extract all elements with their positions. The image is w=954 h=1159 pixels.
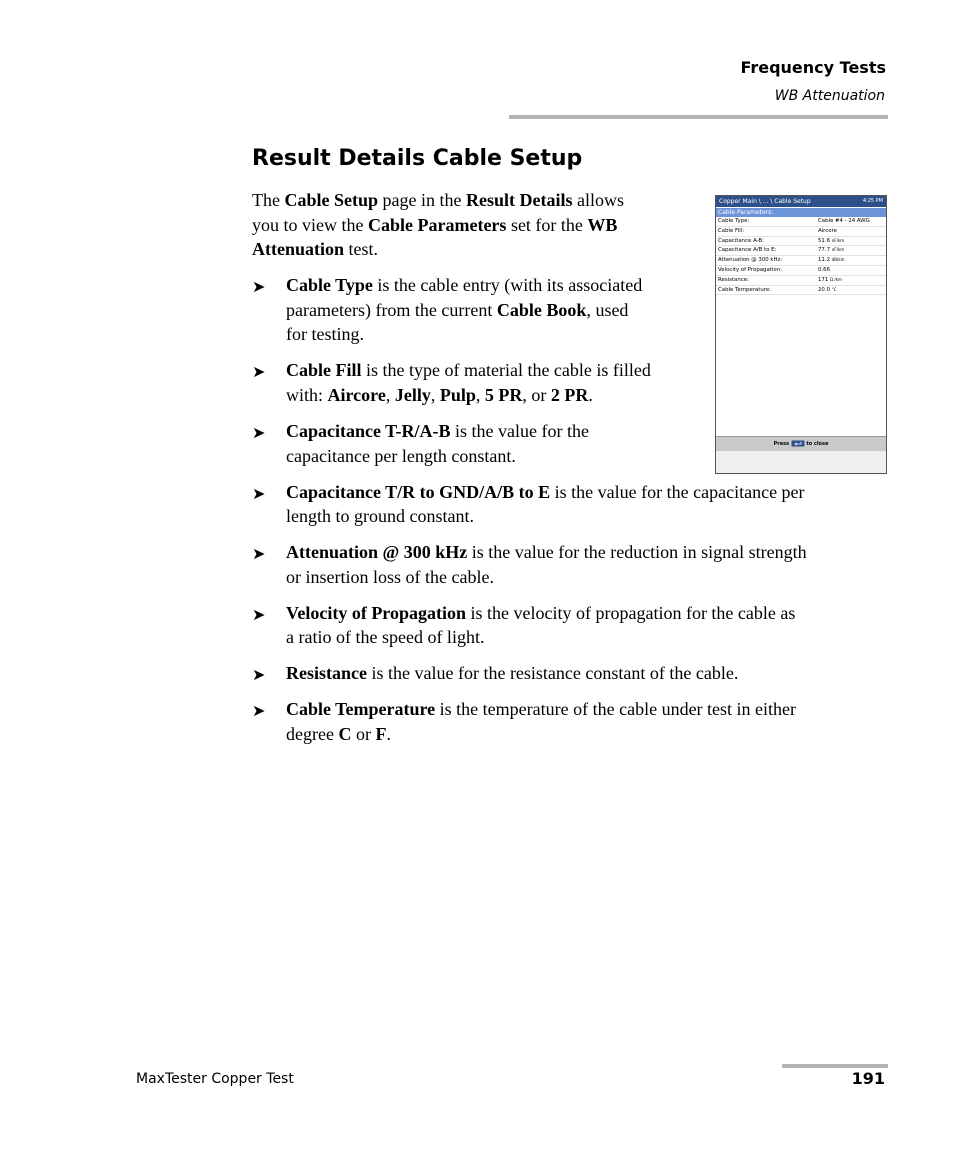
row-label: Capacitance A/B to E: [718, 247, 777, 254]
bullet-line [286, 540, 807, 565]
value: 11.2 [818, 257, 831, 264]
term: WB [587, 215, 618, 235]
bullet-line [286, 383, 593, 408]
text: , [430, 385, 440, 405]
text: set for the [506, 215, 588, 235]
screenshot-row [716, 237, 886, 247]
row-label: Cable Temperature: [718, 286, 771, 293]
text: is the velocity of propagation for the cable as [466, 603, 796, 623]
screenshot-footer [716, 436, 886, 451]
bullet-line [286, 722, 391, 747]
text: is the cable entry (with its associated [372, 275, 643, 295]
text: you to view the [252, 215, 368, 235]
row-value [818, 266, 830, 275]
term: Capacitance T/R to GND/A/B to E [286, 482, 551, 502]
text: , or [522, 385, 551, 405]
text: degree [286, 724, 339, 744]
screenshot-row [716, 276, 886, 286]
footer-close: to close [806, 441, 829, 447]
term: Cable Parameters [367, 215, 507, 235]
text: , used [586, 300, 629, 320]
unit: Ω /km [830, 276, 842, 282]
row-value [818, 217, 870, 226]
term: Resistance [286, 663, 367, 683]
text: or [351, 724, 376, 744]
bullet-arrow-icon: ➤ [252, 544, 266, 563]
text: is the value for the [450, 421, 589, 441]
screenshot-titlebar [716, 196, 886, 207]
term: Cable Fill [286, 360, 362, 380]
row-value [818, 256, 845, 265]
screenshot-row [716, 227, 886, 237]
row-label: Attenuation @ 300 kHz: [718, 257, 783, 264]
bullet-line [286, 697, 796, 722]
footer-rule [782, 1064, 888, 1068]
unit: nF/km [831, 237, 845, 243]
text: parameters) from the current [286, 300, 497, 320]
text: , [385, 385, 395, 405]
text: page in the [378, 190, 466, 210]
screenshot-row [716, 217, 886, 227]
term: Cable Setup [284, 190, 378, 210]
screenshot-row [716, 256, 886, 266]
term: Capacitance T-R/A-B [286, 421, 451, 441]
row-value [818, 237, 844, 246]
term: Cable Book [496, 300, 587, 320]
row-label: Cable Fill: [718, 227, 745, 234]
bullet-line [286, 358, 651, 383]
term: C [338, 724, 352, 744]
term: Jelly [394, 385, 431, 405]
unit: dB/km [831, 257, 845, 263]
bullet-line [286, 273, 642, 298]
screenshot-row [716, 286, 886, 296]
term: Result Details [465, 190, 573, 210]
header-subsection: WB Attenuation [774, 88, 885, 104]
device-screenshot [715, 195, 887, 474]
text: test. [344, 239, 379, 259]
unit: nF/km [831, 247, 845, 253]
text: . [588, 385, 593, 405]
text: allows [572, 190, 624, 210]
footer-doc-title: MaxTester Copper Test [136, 1071, 294, 1087]
term: 5 PR [484, 385, 523, 405]
bullet-arrow-icon: ➤ [252, 277, 266, 296]
bullet-line [286, 298, 628, 323]
term: Attenuation [252, 239, 345, 259]
value: Cable #4 - 24 AWG [818, 218, 870, 224]
page-title: Result Details Cable Setup [252, 146, 583, 171]
intro-line [252, 213, 617, 238]
bullet-line [286, 419, 589, 444]
intro-line [252, 188, 624, 213]
text: The [252, 190, 285, 210]
value: 51.6 [818, 237, 831, 244]
term: Cable Type [286, 275, 373, 295]
bullet-line: length to ground constant. [286, 506, 474, 526]
text: is the value for the reduction in signal strength [467, 542, 807, 562]
bullet-line [286, 661, 738, 686]
value: 171 [818, 276, 829, 283]
row-label: Cable Type: [718, 218, 750, 224]
term: Velocity of Propagation [286, 603, 466, 623]
bullet-line: or insertion loss of the cable. [286, 567, 494, 587]
row-label: Capacitance A-B: [718, 237, 764, 244]
screenshot-row [716, 266, 886, 276]
screenshot-section-header: Cable Parameters: [716, 208, 886, 217]
term: Attenuation @ 300 kHz [286, 542, 468, 562]
value: 0.66 [818, 266, 831, 273]
value: 20.0 [818, 286, 831, 293]
footer-press: Press [773, 441, 790, 447]
term: Cable Temperature [286, 699, 436, 719]
row-value [818, 276, 842, 285]
intro-line [252, 237, 378, 262]
value: Aircore [818, 227, 837, 234]
bullet-line: a ratio of the speed of light. [286, 627, 485, 647]
term: 2 PR [550, 385, 589, 405]
row-label: Resistance: [718, 276, 749, 283]
bullet-arrow-icon: ➤ [252, 423, 266, 442]
term: Pulp [439, 385, 476, 405]
unit: °C [831, 286, 837, 292]
bullet-line: capacitance per length constant. [286, 446, 516, 466]
term: F [375, 724, 387, 744]
text: is the temperature of the cable under test in either [435, 699, 797, 719]
bullet-arrow-icon: ➤ [252, 605, 266, 624]
screenshot-breadcrumb: Copper Main \ ... \ Cable Setup [719, 198, 811, 205]
row-value [818, 286, 837, 295]
bullet-arrow-icon: ➤ [252, 484, 266, 503]
header-rule [509, 115, 888, 119]
bullet-arrow-icon: ➤ [252, 665, 266, 684]
row-value [818, 246, 844, 255]
text: , [475, 385, 485, 405]
page-number: 191 [851, 1069, 885, 1088]
bullet-arrow-icon: ➤ [252, 362, 266, 381]
text: is the type of material the cable is filled [361, 360, 651, 380]
row-value [818, 227, 837, 236]
screenshot-row [716, 246, 886, 256]
bullet-line: for testing. [286, 324, 364, 344]
text: is the value for the resistance constant of the cable. [366, 663, 739, 683]
bullet-line [286, 601, 795, 626]
term: Aircore [327, 385, 386, 405]
screenshot-clock: 4:25 PM [862, 198, 883, 204]
row-label: Velocity of Propagation: [718, 266, 782, 273]
return-key-icon [791, 440, 805, 447]
text: with: [286, 385, 328, 405]
text: . [386, 724, 391, 744]
text: is the value for the capacitance per [550, 482, 805, 502]
bullet-line [286, 480, 805, 505]
header-section: Frequency Tests [740, 58, 886, 77]
bullet-arrow-icon: ➤ [252, 701, 266, 720]
value: 77.7 [818, 247, 831, 254]
screenshot-bottom-bar [716, 451, 886, 473]
